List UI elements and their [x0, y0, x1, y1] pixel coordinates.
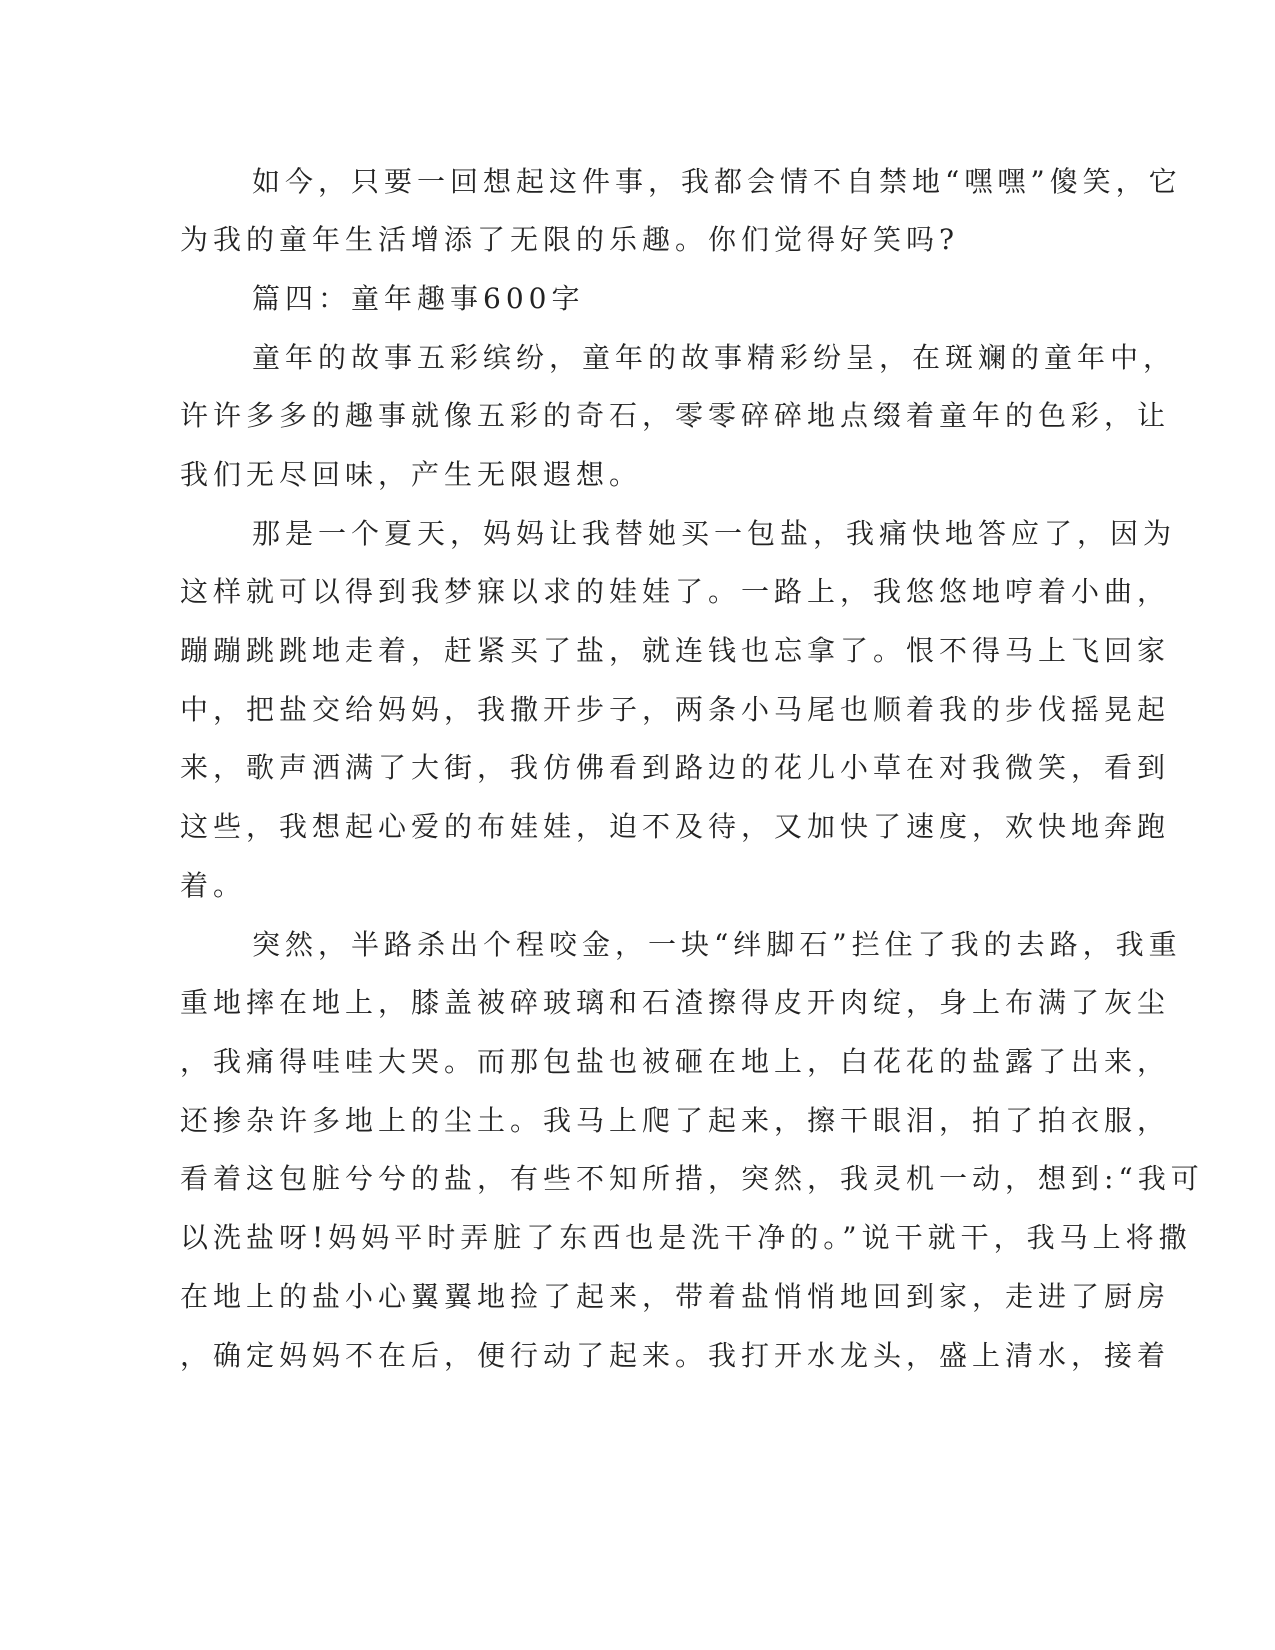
text-line: 重地摔在地上，膝盖被碎玻璃和石渣擦得皮开肉绽，身上布满了灰尘 — [180, 986, 1171, 1019]
text-line: 我们无尽回味，产生无限遐想。 — [180, 458, 643, 491]
text-line: ，我痛得哇哇大哭。而那包盐也被砸在地上，白花花的盐露了出来， — [180, 1045, 1171, 1078]
text-line: 中，把盐交给妈妈，我撒开步子，两条小马尾也顺着我的步伐摇晃起 — [180, 693, 1171, 726]
text-line: 如今，只要一回想起这件事，我都会情不自禁地“嘿嘿”傻笑，它 — [252, 165, 1182, 198]
text-line: 蹦蹦跳跳地走着，赶紧买了盐，就连钱也忘拿了。恨不得马上飞回家 — [180, 634, 1171, 667]
section-heading: 篇四：童年趣事600字 — [252, 282, 585, 315]
text-line: 为我的童年生活增添了无限的乐趣。你们觉得好笑吗? — [180, 223, 960, 256]
text-line: 这样就可以得到我梦寐以求的娃娃了。一路上，我悠悠地哼着小曲， — [180, 575, 1171, 608]
text-line: 以洗盐呀!妈妈平时弄脏了东西也是洗干净的。”说干就干，我马上将撒 — [180, 1221, 1192, 1254]
text-line: 突然，半路杀出个程咬金，一块“绊脚石”拦住了我的去路，我重 — [252, 928, 1182, 961]
text-line: 那是一个夏天，妈妈让我替她买一包盐，我痛快地答应了，因为 — [252, 517, 1177, 550]
text-line: 这些，我想起心爱的布娃娃，迫不及待，又加快了速度，欢快地奔跑 — [180, 810, 1171, 843]
text-line: 着。 — [180, 869, 247, 902]
text-line: 许许多多的趣事就像五彩的奇石，零零碎碎地点缀着童年的色彩，让 — [180, 399, 1171, 432]
text-line: 看着这包脏兮兮的盐，有些不知所措，突然，我灵机一动，想到:“我可 — [180, 1162, 1204, 1195]
text-line: 来，歌声洒满了大街，我仿佛看到路边的花儿小草在对我微笑，看到 — [180, 751, 1171, 784]
text-line: 还掺杂许多地上的尘土。我马上爬了起来，擦干眼泪，拍了拍衣服， — [180, 1104, 1171, 1137]
text-line: ，确定妈妈不在后，便行动了起来。我打开水龙头，盛上清水，接着 — [180, 1339, 1171, 1372]
text-line: 童年的故事五彩缤纷，童年的故事精彩纷呈，在斑斓的童年中， — [252, 341, 1177, 374]
text-line: 在地上的盐小心翼翼地捡了起来，带着盐悄悄地回到家，走进了厨房 — [180, 1280, 1171, 1313]
